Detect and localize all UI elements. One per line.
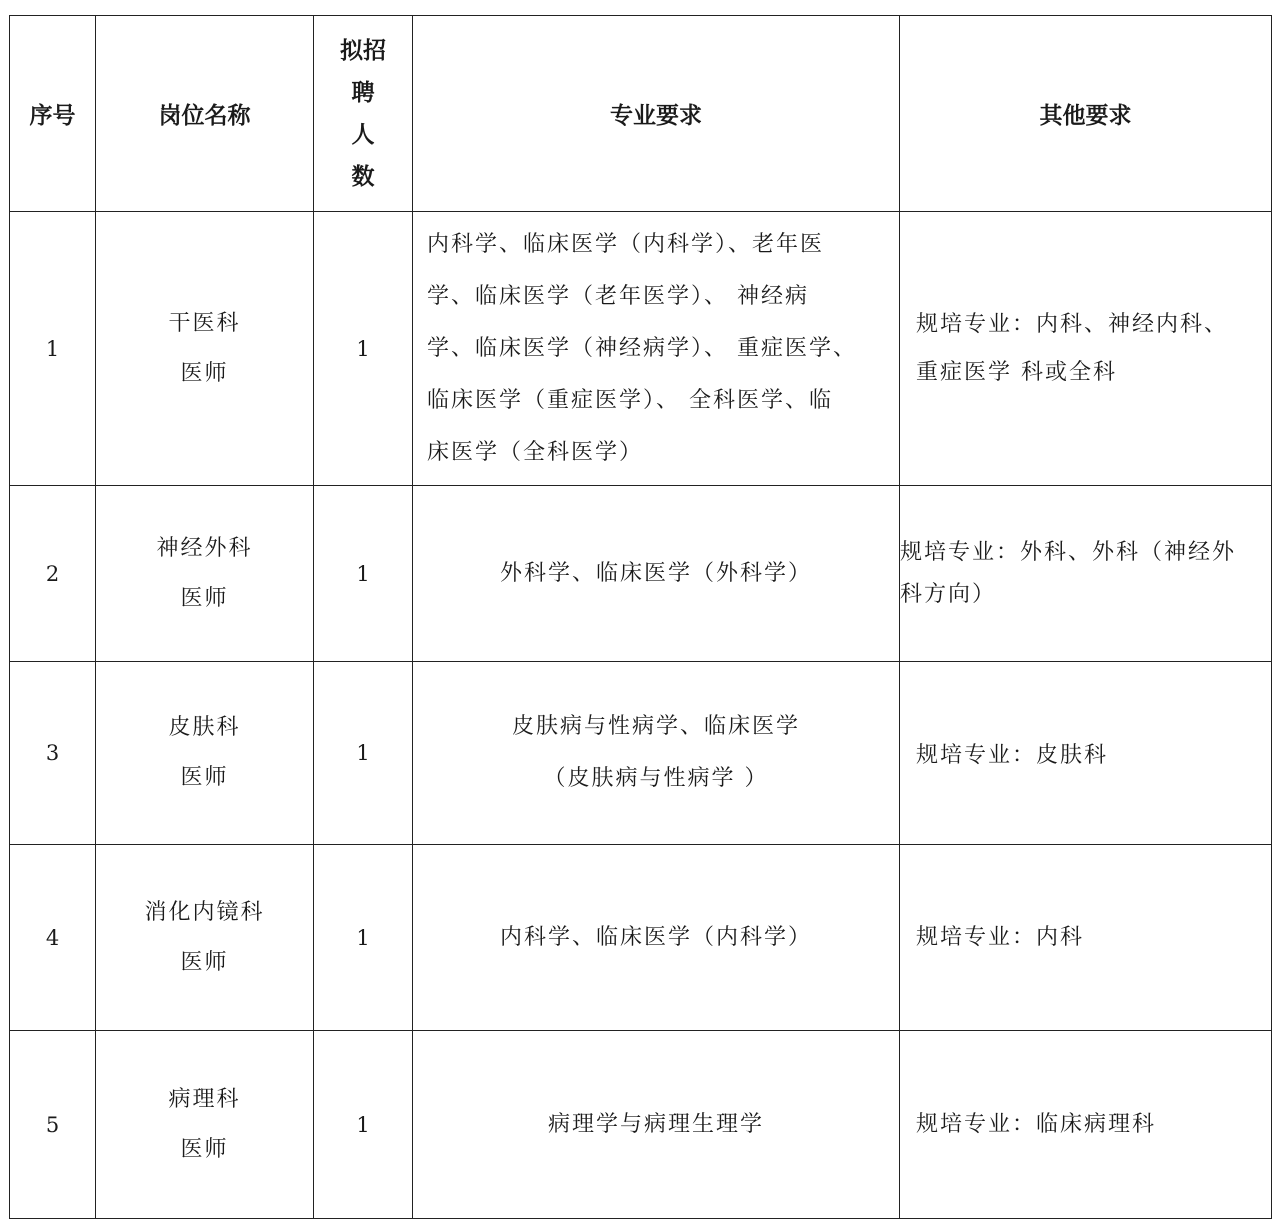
other-line: 科方向） [900, 581, 997, 607]
other-line: 规培专业：皮肤科 [916, 743, 1109, 768]
position-line: 干医科 [168, 310, 241, 336]
row-count: 1 [314, 845, 413, 1031]
position-line: 医师 [180, 360, 229, 386]
header-count-line: 数 [351, 162, 375, 190]
table-row [10, 212, 1272, 486]
position-line: 消化内镜科 [144, 899, 265, 925]
row-major [413, 212, 900, 486]
row-count: 1 [314, 1031, 413, 1219]
row-major [413, 486, 900, 662]
position-line: 神经外科 [156, 535, 253, 561]
other-line: 规培专业：临床病理科 [916, 1111, 1157, 1137]
row-index: 4 [10, 845, 96, 1031]
position-line: 医师 [180, 585, 229, 611]
row-major [413, 845, 900, 1031]
row-major [413, 1031, 900, 1219]
major-line: 内科学、临床医学（内科学）、老年医 [427, 231, 825, 257]
row-index: 5 [10, 1031, 96, 1219]
major-line: 临床医学（重症医学）、 全科医学、临 [427, 387, 833, 413]
other-line: 规培专业：内科、神经内科、 [916, 311, 1229, 337]
table-row [10, 845, 1272, 1031]
major-line: 学、临床医学（神经病学）、 重症医学、 [427, 335, 857, 361]
table-row [10, 662, 1272, 845]
table-row [10, 486, 1272, 662]
position-line: 病理科 [168, 1086, 241, 1112]
position-line: 医师 [180, 949, 229, 975]
header-row [10, 16, 1272, 212]
major-line: （皮肤病与性病学 ） [543, 766, 769, 791]
table-row [10, 1031, 1272, 1219]
header-major: 专业要求 [413, 16, 900, 212]
row-position [96, 845, 314, 1031]
row-other [900, 486, 1272, 662]
other-line: 重症医学 科或全科 [916, 359, 1117, 385]
other-line: 规培专业：内科 [916, 924, 1085, 950]
row-index: 3 [10, 662, 96, 845]
major-line: 学、临床医学（老年医学）、 神经病 [427, 283, 809, 309]
position-line: 医师 [180, 1136, 229, 1162]
row-position [96, 662, 314, 845]
header-position: 岗位名称 [96, 16, 314, 212]
row-count: 1 [314, 662, 413, 845]
header-other: 其他要求 [900, 16, 1272, 212]
major-line: 内科学、临床医学（内科学） [499, 924, 812, 950]
row-major [413, 662, 900, 845]
position-line: 医师 [180, 765, 229, 790]
header-count-line: 聘 [351, 78, 375, 106]
row-position [96, 1031, 314, 1219]
row-count: 1 [314, 212, 413, 486]
header-index: 序号 [10, 16, 96, 212]
recruitment-table [9, 15, 1272, 1219]
header-count [314, 16, 413, 212]
row-index: 2 [10, 486, 96, 662]
row-other [900, 845, 1272, 1031]
row-other [900, 662, 1272, 845]
major-line: 床医学（全科医学） [427, 439, 644, 465]
position-line: 皮肤科 [168, 715, 241, 740]
row-position [96, 486, 314, 662]
major-line: 病理学与病理生理学 [547, 1111, 764, 1137]
row-index: 1 [10, 212, 96, 486]
row-count: 1 [314, 486, 413, 662]
row-position [96, 212, 314, 486]
other-line: 规培专业：外科、外科（神经外 [900, 539, 1237, 565]
major-line: 皮肤病与性病学、临床医学 [511, 714, 800, 739]
row-other [900, 1031, 1272, 1219]
major-line: 外科学、临床医学（外科学） [499, 560, 812, 586]
header-count-line: 拟招 [340, 36, 386, 64]
row-other [900, 212, 1272, 486]
header-count-line: 人 [351, 120, 375, 148]
